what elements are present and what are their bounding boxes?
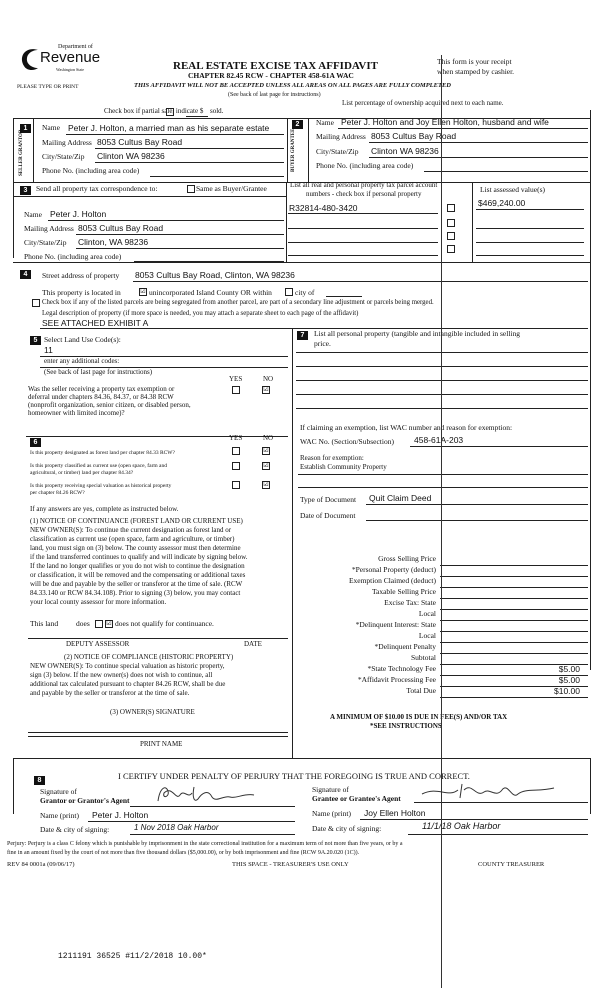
agency-name: Revenue <box>40 49 101 66</box>
please-type: PLEASE TYPE OR PRINT <box>17 84 79 90</box>
notice2-line1: (2) NOTICE OF COMPLIANCE (HISTORIC PROPERTY) <box>64 653 234 661</box>
tax-label: Local <box>418 631 436 640</box>
seller-mailing-label: Mailing Address <box>42 138 92 147</box>
corr-city-label: City/State/Zip <box>24 238 67 247</box>
notice1-line3: classification as current use (open space, farm and agriculture, or timber) <box>30 535 235 543</box>
if-yes-instruction: If any answers are yes, complete as instructed below. <box>30 505 179 513</box>
seller-mailing[interactable]: 8053 Cultus Bay Road <box>97 137 183 147</box>
parcel-header-1: List all real and personal property tax parcel account <box>290 181 438 189</box>
section5-no: NO <box>263 375 274 383</box>
parcel-checkbox-3[interactable] <box>447 232 455 240</box>
doc-type[interactable]: Quit Claim Deed <box>369 493 432 503</box>
grantee-date-city[interactable]: 11/1/18 Oak Harbor <box>422 821 501 831</box>
notice1-line6: If the land no longer qualifies or you do not wish to continue the designation <box>30 562 245 570</box>
partial-sale-checkbox[interactable] <box>166 108 174 116</box>
grantor-name[interactable]: Peter J. Holton <box>92 810 149 820</box>
form-title: REAL ESTATE EXCISE TAX AFFIDAVIT <box>173 60 378 72</box>
buyer-city-label: City/State/Zip <box>316 147 359 156</box>
grantee-name-label: Name (print) <box>312 809 351 818</box>
receipt-note-1: This form is your receipt <box>437 57 512 66</box>
legal-description-label: Legal description of property (if more space is needed, you may attach a separate sheet to each page of the affidavit) <box>42 310 359 317</box>
located-text: unincorporated Island County OR within <box>149 288 272 297</box>
segregated-checkbox[interactable] <box>32 299 40 307</box>
grantee-signature[interactable] <box>418 780 558 802</box>
current-use-question-a: Is this property classified as current use (open space, farm and <box>30 463 167 469</box>
section-4-badge: 4 <box>20 270 31 279</box>
parcel-checkbox-2[interactable] <box>447 219 455 227</box>
tax-label: *Delinquent Penalty <box>374 642 436 651</box>
assessed-header: List assessed value(s) <box>480 185 545 194</box>
this-land-label: This land <box>30 619 59 628</box>
minimum-due-note: A MINIMUM OF $10.00 IS DUE IN FEE(S) AND/OR TAX <box>330 713 508 721</box>
exemption-no-checkbox[interactable]: ☑ <box>263 386 269 393</box>
tax-label: Excise Tax: State <box>384 598 436 607</box>
corr-mailing[interactable]: 8053 Cultus Bay Road <box>78 223 164 233</box>
tax-label: *Delinquent Interest: State <box>355 620 436 629</box>
parcel-checkbox-1[interactable] <box>447 204 455 212</box>
grantor-sig-label1: Signature of <box>40 787 77 796</box>
partial-sale-sold: sold. <box>210 107 224 115</box>
section6-no: NO <box>263 434 274 442</box>
does-not-qualify-checkbox[interactable]: ☑ <box>106 620 112 627</box>
parcel-checkbox-4[interactable] <box>447 245 455 253</box>
county-treasurer: COUNTY TREASURER <box>478 861 545 868</box>
same-as-buyer-checkbox[interactable] <box>187 185 195 193</box>
buyer-name-label: Name <box>316 118 334 127</box>
exemption-reason-label: Reason for exemption: <box>300 454 364 462</box>
historical-question-a: Is this property receiving special valuation as historical property <box>30 483 172 489</box>
grantor-date-label: Date & city of signing: <box>40 825 110 834</box>
section-5-badge: 5 <box>30 336 41 345</box>
treasurer-space: THIS SPACE - TREASURER'S USE ONLY <box>232 861 349 868</box>
tax-label: Local <box>418 609 436 618</box>
grantee-name[interactable]: Joy Ellen Holton <box>364 808 426 818</box>
rev-number: REV 84 0001a (09/06/17) <box>7 861 75 868</box>
cashier-stamp-line <box>441 55 442 988</box>
forest-yes-checkbox[interactable] <box>232 447 240 455</box>
tax-label: *Personal Property (deduct) <box>351 565 436 574</box>
notice1-line2: NEW OWNER(S): To continue the current designation as forest land or <box>30 526 232 534</box>
grantee-sig-label2: Grantee or Grantee's Agent <box>312 794 401 803</box>
tax-label: Subtotal <box>410 653 436 662</box>
notice2-line4: additional tax calculated pursuant to chapter 84.26 RCW, shall be due <box>30 680 226 688</box>
personal-property-line2: price. <box>314 339 331 348</box>
section-1-badge: 1 <box>20 124 31 133</box>
exemption-claim-label: If claiming an exemption, list WAC number and reason for exemption: <box>300 423 513 432</box>
current-use-yes-checkbox[interactable] <box>232 462 240 470</box>
perjury-line2: fine in an amount fixed by the court of not more than five thousand dollars ($5,000.00), or by both imprisonment and fine (RCW 9A.20.020 (1C)). <box>7 850 360 856</box>
notice1-line5: if the land transferred continues to qualify and will indicate by signing below. <box>30 553 248 561</box>
grantor-date-city[interactable]: 1 Nov 2018 Oak Harbor <box>134 823 219 832</box>
historical-question-b: per chapter 84.26 RCW? <box>30 490 85 496</box>
deputy-date-label: DATE <box>244 640 262 648</box>
same-as-buyer-label: Same as Buyer/Grantee <box>196 184 267 193</box>
unincorporated-checkbox[interactable]: ☑ <box>140 288 146 295</box>
grantor-sig-label2: Grantor or Grantor's Agent <box>40 796 130 805</box>
seller-side-label: SELLER GRANTOR <box>19 129 24 176</box>
form-warning: THIS AFFIDAVIT WILL NOT BE ACCEPTED UNLESS ALL AREAS ON ALL PAGES ARE FULLY COMPLETED <box>134 82 451 89</box>
notice1-line1: (1) NOTICE OF CONTINUANCE (FOREST LAND OR CURRENT USE) <box>30 517 243 525</box>
forest-no-checkbox[interactable]: ☑ <box>263 447 269 454</box>
notice1-line8: will be due and payable by the seller or transferor at the time of sale. (RCW <box>30 580 243 588</box>
buyer-mailing-label: Mailing Address <box>316 132 366 141</box>
seller-city-label: City/State/Zip <box>42 152 85 161</box>
exemption-q-line2: deferral under chapters 84.36, 84.37, or 84.38 RCW <box>28 393 174 401</box>
parcel-number[interactable]: R32814-480-3420 <box>289 203 358 213</box>
partial-sale-label: Check box if partial sale, indicate $ <box>104 107 204 115</box>
section-8-badge: 8 <box>34 776 45 785</box>
tax-value[interactable]: $10.00 <box>554 686 580 696</box>
street-label: Street address of property <box>42 271 120 280</box>
tax-label: Gross Selling Price <box>378 554 436 563</box>
agency-line2: Washington State <box>56 67 85 72</box>
section-2-badge: 2 <box>292 120 303 129</box>
grantor-signature[interactable] <box>150 783 260 805</box>
perjury-line1: Perjury: Perjury is a class C felony which is punishable by imprisonment in the state correctional institution for a maximum term of not more than five years, or by a <box>7 841 403 847</box>
segregated-text: Check box if any of the listed parcels are being segregated from another parcel, are part of a secondary line adjustment or parcels being merged. <box>42 299 434 306</box>
buyer-name[interactable]: Peter J. Holton and Joy Ellen Holton, husband and wife <box>341 117 549 127</box>
notice1-line9: 84.33.140 or RCW 84.34.108). Prior to signing (3) below, you may contact <box>30 589 241 597</box>
land-use-see-back: (See back of last page for instructions) <box>44 368 153 376</box>
assessed-value[interactable]: $469,240.00 <box>478 198 526 208</box>
street-address[interactable]: 8053 Cultus Bay Road, Clinton, WA 98236 <box>135 270 295 280</box>
forest-land-question: Is this property designated as forest land per chapter 84.33 RCW? <box>30 450 175 456</box>
notice1-line4: land, you must sign on (3) below. The county assessor must then determine <box>30 544 241 552</box>
exemption-q-line4: homeowner with limited income)? <box>28 409 125 417</box>
corr-mailing-label: Mailing Address <box>24 224 74 233</box>
personal-property-line1: List all personal property (tangible and intangible included in selling <box>314 329 520 338</box>
section-7-badge: 7 <box>297 331 308 340</box>
land-use-code[interactable]: 11 <box>44 345 53 355</box>
corr-city[interactable]: Clinton, WA 98236 <box>78 237 149 247</box>
buyer-phone-label: Phone No. (including area code) <box>316 161 414 170</box>
tax-value[interactable]: $5.00 <box>558 675 580 685</box>
doc-type-label: Type of Document <box>300 495 357 504</box>
doc-date-label: Date of Document <box>300 511 356 520</box>
form-subtitle: CHAPTER 82.45 RCW - CHAPTER 458-61A WAC <box>188 71 354 80</box>
located-prefix: This property is located in <box>42 288 121 297</box>
exemption-q-line3: (nonprofit organization, senior citizen, or disabled person, <box>28 401 191 409</box>
revenue-logo <box>18 44 118 76</box>
grantee-sig-label1: Signature of <box>312 785 349 794</box>
does-label: does <box>76 619 90 628</box>
buyer-mailing[interactable]: 8053 Cultus Bay Road <box>371 131 457 141</box>
tax-value[interactable]: $5.00 <box>558 664 580 674</box>
parcel-header-2: numbers - check box if personal property <box>306 190 422 198</box>
tax-label: Exemption Claimed (deduct) <box>348 576 436 585</box>
current-use-no-checkbox[interactable]: ☑ <box>263 462 269 469</box>
corr-name[interactable]: Peter J. Holton <box>50 209 107 219</box>
seller-city[interactable]: Clinton WA 98236 <box>97 151 165 161</box>
does-qualify-checkbox[interactable] <box>95 620 103 628</box>
notice2-line3: sign (3) below. If the new owner(s) does not wish to continue, all <box>30 671 213 679</box>
corr-name-label: Name <box>24 210 42 219</box>
corr-phone-label: Phone No. (including area code) <box>24 252 122 261</box>
wac-label: WAC No. (Section/Subsection) <box>300 437 394 446</box>
does-not-qualify-label: does not qualify for continuance. <box>115 619 214 628</box>
print-name-label: PRINT NAME <box>140 740 183 748</box>
agency-line1: Department of <box>58 44 93 50</box>
section5-yes: YES <box>229 375 243 383</box>
tax-label: *State Technology Fee <box>367 664 436 673</box>
certify-statement: I CERTIFY UNDER PENALTY OF PERJURY THAT THE FOREGOING IS TRUE AND CORRECT. <box>118 771 470 781</box>
historical-no-checkbox[interactable]: ☑ <box>263 481 269 488</box>
current-use-question-b: agricultural, or timber) land per chapter 84.34? <box>30 470 134 476</box>
seller-phone-label: Phone No. (including area code) <box>42 166 140 175</box>
tax-label: *Affidavit Processing Fee <box>357 675 436 684</box>
section6-yes: YES <box>229 434 243 442</box>
receipt-note-2: when stamped by cashier. <box>437 67 515 76</box>
notice1-line10: your local county assessor for more information. <box>30 598 167 606</box>
deputy-assessor-label: DEPUTY ASSESSOR <box>66 640 130 648</box>
buyer-side-label: BUYER GRANTEE <box>291 128 296 172</box>
receipt-stamp: 1211191 36525 #11/2/2018 10.00* <box>58 952 207 961</box>
grantor-name-label: Name (print) <box>40 811 79 820</box>
ownership-note: List percentage of ownership acquired next to each name. <box>342 99 504 107</box>
correspondence-label: Send all property tax correspondence to: <box>36 184 158 193</box>
notice2-line5: and payable by the seller or transferor at the time of sale. <box>30 689 190 697</box>
section-3-badge: 3 <box>20 186 31 195</box>
city-of-label: city of <box>295 288 315 297</box>
grantee-date-label: Date & city of signing: <box>312 824 382 833</box>
wac-number[interactable]: 458-61A-203 <box>414 435 464 445</box>
section-6-badge: 6 <box>30 438 41 447</box>
notice2-line2: NEW OWNER(S): To continue special valuation as historic property, <box>30 662 225 670</box>
tax-label: Taxable Selling Price <box>371 587 436 596</box>
exemption-reason[interactable]: Establish Community Property <box>300 463 387 471</box>
seller-name-label: Name <box>42 123 60 132</box>
historical-yes-checkbox[interactable] <box>232 481 240 489</box>
land-use-label: Select Land Use Code(s): <box>44 335 121 344</box>
legal-description[interactable]: SEE ATTACHED EXHIBIT A <box>42 318 149 328</box>
see-instructions-note: *SEE INSTRUCTIONS <box>370 722 442 730</box>
owner-signature-label: (3) OWNER(S) SIGNATURE <box>110 708 195 716</box>
exemption-q-line1: Was the seller receiving a property tax exemption or <box>28 385 175 393</box>
notice1-line7: or classification, it will be removed and the compensating or additional taxes <box>30 571 246 579</box>
additional-codes-label: enter any additional codes: <box>44 357 120 365</box>
exemption-yes-checkbox[interactable] <box>232 386 240 394</box>
tax-label: Total Due <box>406 686 436 695</box>
see-back-note: (See back of last page for instructions) <box>228 92 321 98</box>
city-of-checkbox[interactable] <box>285 288 293 296</box>
revenue-swoosh-icon <box>18 46 40 72</box>
buyer-city[interactable]: Clinton WA 98236 <box>371 146 439 156</box>
seller-name[interactable]: Peter J. Holton, a married man as his separate estate <box>68 123 270 133</box>
